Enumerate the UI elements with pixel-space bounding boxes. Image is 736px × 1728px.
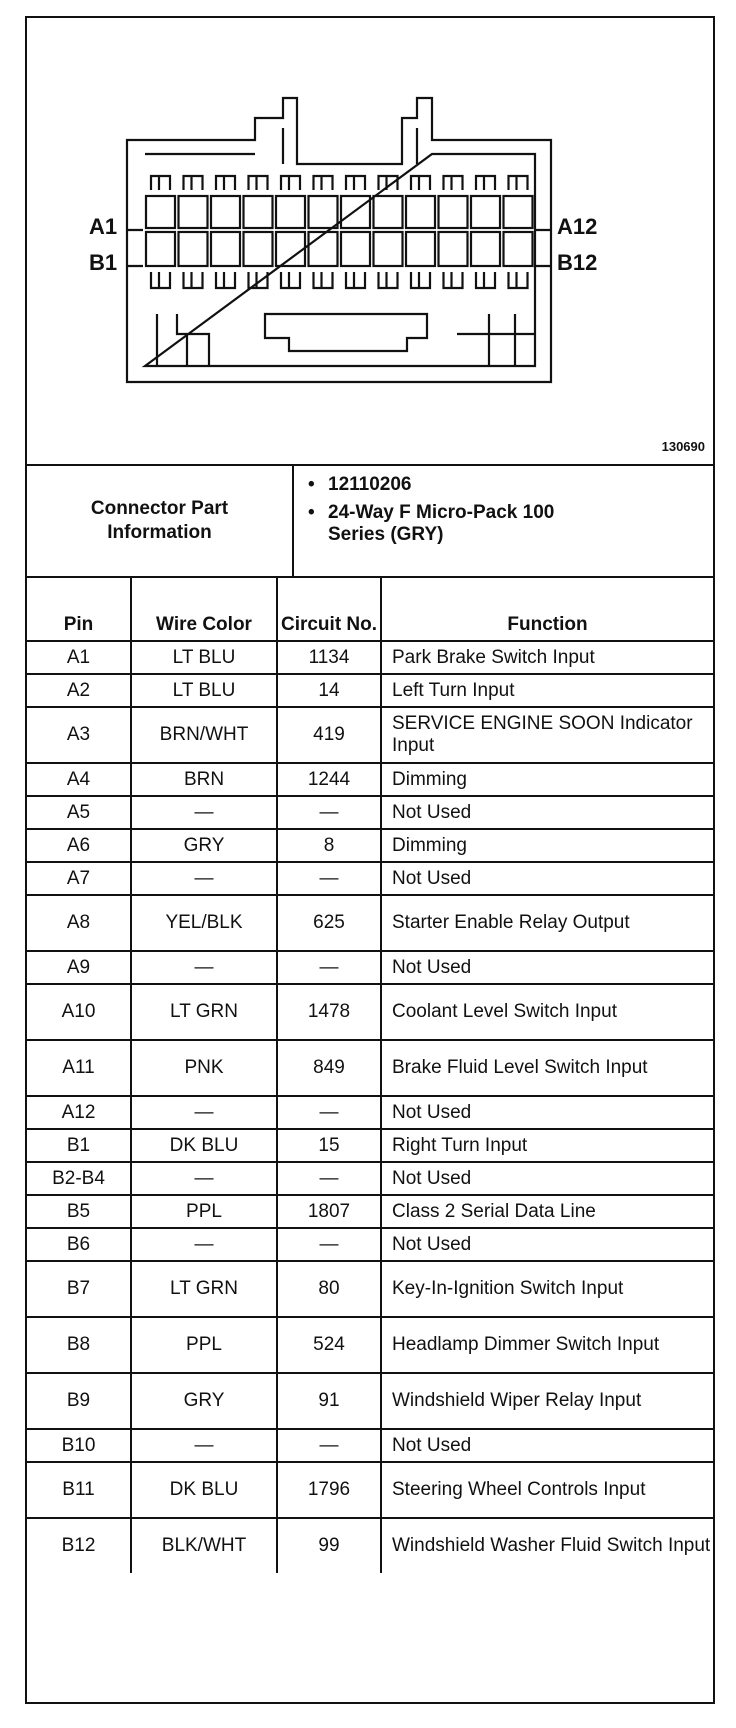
wire-color-cell: BLK/WHT [131, 1518, 277, 1573]
connector-face-drawing [27, 18, 713, 466]
table-row [27, 763, 713, 796]
pin-cell: B2-B4 [27, 1162, 131, 1195]
header-wire-color: Wire Color [131, 578, 277, 641]
connector-latch [283, 128, 417, 164]
cavity-latch-top [184, 176, 203, 190]
table-row [27, 895, 713, 951]
pin-cell: A1 [27, 641, 131, 674]
function-cell: Headlamp Dimmer Switch Input [381, 1317, 713, 1373]
circuit-cell: — [277, 1228, 381, 1261]
connector-info-label: Connector Part Information [27, 466, 294, 576]
pin-cell: B6 [27, 1228, 131, 1261]
wire-color-cell: PPL [131, 1195, 277, 1228]
connector-sheet [25, 16, 715, 1704]
circuit-cell: 1807 [277, 1195, 381, 1228]
table-row [27, 1228, 713, 1261]
cavity-row-b [211, 232, 240, 266]
table-row [27, 1162, 713, 1195]
connector-type-item [308, 502, 713, 546]
pin-cell: B10 [27, 1429, 131, 1462]
cavity-row-a [276, 196, 305, 228]
table-row [27, 862, 713, 895]
pin-cell: A9 [27, 951, 131, 984]
label-leader-lines [127, 230, 551, 266]
pin-cell: A7 [27, 862, 131, 895]
circuit-cell: 625 [277, 895, 381, 951]
circuit-cell: 849 [277, 1040, 381, 1096]
cavity-latch-top [314, 176, 333, 190]
cavity-latch-bottom [216, 272, 235, 288]
table-row [27, 1096, 713, 1129]
circuit-cell: 419 [277, 707, 381, 763]
pin-cell: A4 [27, 763, 131, 796]
wire-color-cell: DK BLU [131, 1129, 277, 1162]
circuit-cell: 524 [277, 1317, 381, 1373]
cavity-latch-top [509, 176, 528, 190]
cavity-latch-bottom [476, 272, 495, 288]
function-cell: Not Used [381, 1228, 713, 1261]
bullet-icon: • [308, 502, 315, 523]
circuit-cell: — [277, 951, 381, 984]
pin-cell: A12 [27, 1096, 131, 1129]
wire-color-cell: LT GRN [131, 1261, 277, 1317]
wire-color-cell: BRN [131, 763, 277, 796]
connector-info-values [294, 466, 713, 576]
cavity-latch-bottom [151, 272, 170, 288]
cavity-row-a [504, 196, 533, 228]
wire-color-cell: — [131, 1162, 277, 1195]
circuit-cell: 99 [277, 1518, 381, 1573]
wire-color-cell: PNK [131, 1040, 277, 1096]
cavity-row-a [179, 196, 208, 228]
wire-color-cell: LT BLU [131, 674, 277, 707]
cavity-row-a [439, 196, 468, 228]
wire-color-cell: — [131, 1429, 277, 1462]
cavity-row-a [146, 196, 175, 228]
table-row [27, 1261, 713, 1317]
cavity-latch-bottom [411, 272, 430, 288]
pin-cell: B9 [27, 1373, 131, 1429]
cavity-latch-top [346, 176, 365, 190]
connector-part-information [27, 466, 713, 578]
header-circuit-no: Circuit No. [277, 578, 381, 641]
cavity-latch-bottom [379, 272, 398, 288]
pin-table [27, 578, 713, 1573]
cavity-row-a [471, 196, 500, 228]
cavity-latch-top [444, 176, 463, 190]
circuit-cell: 80 [277, 1261, 381, 1317]
wire-color-cell: LT BLU [131, 641, 277, 674]
function-cell: Coolant Level Switch Input [381, 984, 713, 1040]
header-pin: Pin [27, 578, 131, 641]
pin-label-a12: A12 [557, 214, 598, 239]
circuit-cell: 91 [277, 1373, 381, 1429]
bullet-icon: • [308, 474, 315, 495]
function-cell: Dimming [381, 829, 713, 862]
cavity-row-b [179, 232, 208, 266]
circuit-cell: — [277, 796, 381, 829]
cavity-latch-top [249, 176, 268, 190]
connector-lower-left-tab [157, 314, 209, 366]
connector-housing [127, 98, 551, 382]
pin-cell: A5 [27, 796, 131, 829]
function-cell: SERVICE ENGINE SOON Indicator Input [381, 707, 713, 763]
function-cell: Not Used [381, 1096, 713, 1129]
cavity-row-a [341, 196, 370, 228]
table-row [27, 984, 713, 1040]
wire-color-cell: DK BLU [131, 1462, 277, 1518]
circuit-cell: — [277, 862, 381, 895]
cavity-latch-top [281, 176, 300, 190]
cavity-latch-bottom [249, 272, 268, 288]
pin-cell: B1 [27, 1129, 131, 1162]
pin-cell: B5 [27, 1195, 131, 1228]
circuit-cell: 1134 [277, 641, 381, 674]
function-cell: Not Used [381, 1162, 713, 1195]
pin-cell: A8 [27, 895, 131, 951]
cavity-row-b [146, 232, 175, 266]
circuit-cell: 1244 [277, 763, 381, 796]
wire-color-cell: — [131, 862, 277, 895]
function-cell: Key-In-Ignition Switch Input [381, 1261, 713, 1317]
pin-cell: B11 [27, 1462, 131, 1518]
connector-lower-right-tab [457, 314, 535, 366]
circuit-cell: — [277, 1429, 381, 1462]
wire-color-cell: — [131, 796, 277, 829]
connector-diagram [27, 18, 713, 466]
wire-color-cell: LT GRN [131, 984, 277, 1040]
cavity-latch-top [151, 176, 170, 190]
pin-cell: A10 [27, 984, 131, 1040]
pin-label-b1: B1 [89, 250, 118, 275]
table-row [27, 641, 713, 674]
function-cell: Steering Wheel Controls Input [381, 1462, 713, 1518]
table-row [27, 1317, 713, 1373]
cavity-latch-bottom [509, 272, 528, 288]
cavity-latch-bottom [314, 272, 333, 288]
cavity-row-b [276, 232, 305, 266]
cavity-row-b [374, 232, 403, 266]
table-row [27, 796, 713, 829]
pin-cell: B12 [27, 1518, 131, 1573]
table-row [27, 1429, 713, 1462]
cavity-latch-bottom [184, 272, 203, 288]
cavity-row-b [341, 232, 370, 266]
function-cell: Brake Fluid Level Switch Input [381, 1040, 713, 1096]
pin-cell: B8 [27, 1317, 131, 1373]
cavity-row-b [471, 232, 500, 266]
table-row [27, 829, 713, 862]
wire-color-cell: PPL [131, 1317, 277, 1373]
cavity-latch-top [379, 176, 398, 190]
cavity-row-a [309, 196, 338, 228]
function-cell: Windshield Washer Fluid Switch Input [381, 1518, 713, 1573]
circuit-cell: 1796 [277, 1462, 381, 1518]
wire-color-cell: YEL/BLK [131, 895, 277, 951]
function-cell: Park Brake Switch Input [381, 641, 713, 674]
cavity-latch-bottom [346, 272, 365, 288]
function-cell: Right Turn Input [381, 1129, 713, 1162]
table-header-row [27, 578, 713, 641]
cavity-latch-bottom [281, 272, 300, 288]
table-row [27, 707, 713, 763]
pin-cell: A6 [27, 829, 131, 862]
header-function: Function [381, 578, 713, 641]
function-cell: Left Turn Input [381, 674, 713, 707]
pin-label-b12: B12 [557, 250, 598, 275]
cavity-row-b [309, 232, 338, 266]
function-cell: Starter Enable Relay Output [381, 895, 713, 951]
part-number-item [308, 474, 713, 496]
function-cell: Not Used [381, 862, 713, 895]
table-row [27, 674, 713, 707]
cavity-row-a [406, 196, 435, 228]
table-row [27, 1129, 713, 1162]
cavity-latch-top [411, 176, 430, 190]
wire-color-cell: GRY [131, 1373, 277, 1429]
circuit-cell: — [277, 1096, 381, 1129]
circuit-cell: 14 [277, 674, 381, 707]
table-row [27, 1373, 713, 1429]
function-cell: Not Used [381, 951, 713, 984]
pin-label-a1: A1 [89, 214, 118, 239]
cavity-row-b [406, 232, 435, 266]
circuit-cell: 8 [277, 829, 381, 862]
function-cell: Windshield Wiper Relay Input [381, 1373, 713, 1429]
table-row [27, 1195, 713, 1228]
function-cell: Not Used [381, 796, 713, 829]
cavity-latch-top [216, 176, 235, 190]
cavity-row-a [244, 196, 273, 228]
cavity-row-b [244, 232, 273, 266]
part-number: 12110206 [328, 474, 412, 495]
pin-cell: A3 [27, 707, 131, 763]
pin-cell: A11 [27, 1040, 131, 1096]
figure-number: 130690 [661, 439, 705, 454]
cavity-latch-top [476, 176, 495, 190]
table-row [27, 951, 713, 984]
wire-color-cell: — [131, 1228, 277, 1261]
function-cell: Class 2 Serial Data Line [381, 1195, 713, 1228]
function-cell: Not Used [381, 1429, 713, 1462]
circuit-cell: 1478 [277, 984, 381, 1040]
cavity-row-a [374, 196, 403, 228]
cavity-row-b [504, 232, 533, 266]
cavity-row-a [211, 196, 240, 228]
table-row [27, 1040, 713, 1096]
cavity-latch-bottom [444, 272, 463, 288]
cavity-row-b [439, 232, 468, 266]
table-row [27, 1518, 713, 1573]
wire-color-cell: — [131, 951, 277, 984]
pin-cell: A2 [27, 674, 131, 707]
table-row [27, 1462, 713, 1518]
wire-color-cell: — [131, 1096, 277, 1129]
wire-color-cell: GRY [131, 829, 277, 862]
circuit-cell: — [277, 1162, 381, 1195]
circuit-cell: 15 [277, 1129, 381, 1162]
connector-lower-key [265, 314, 427, 351]
pin-cell: B7 [27, 1261, 131, 1317]
function-cell: Dimming [381, 763, 713, 796]
connector-type: 24-Way F Micro-Pack 100 Series (GRY) [328, 502, 555, 545]
wire-color-cell: BRN/WHT [131, 707, 277, 763]
